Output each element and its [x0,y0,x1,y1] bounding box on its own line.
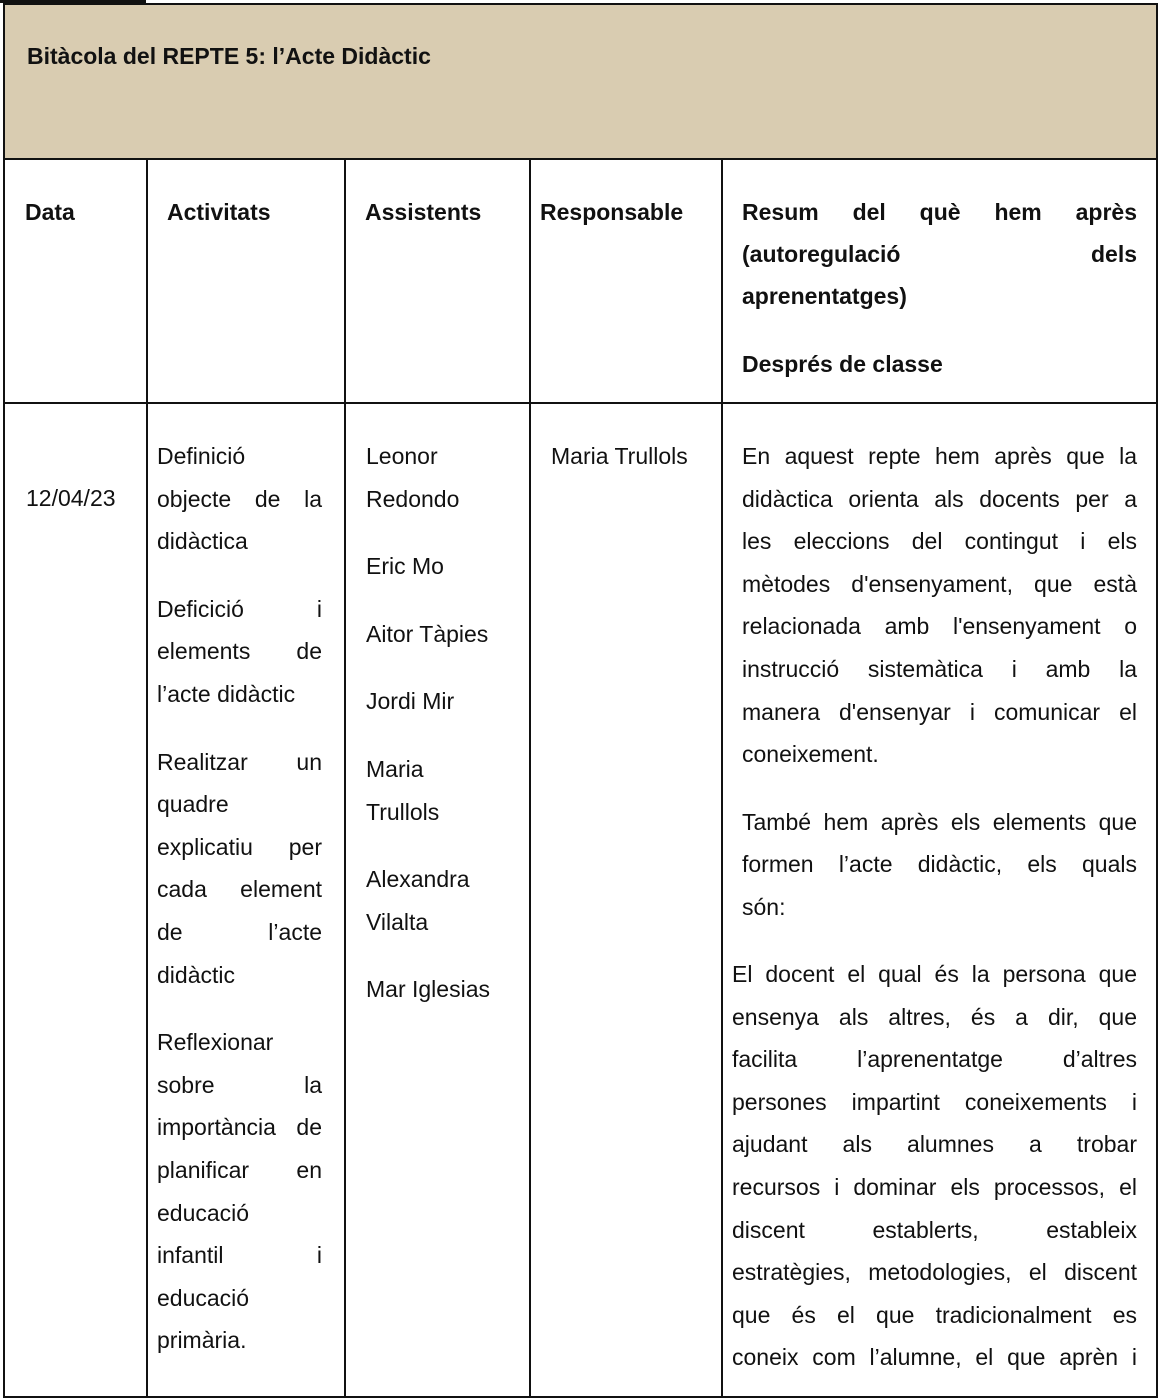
activity-line: Definició [157,443,246,469]
cell-responsible: Maria Trullols [551,443,688,469]
activity-line: Deficició i [157,595,322,622]
activity-line: cada element [157,876,322,903]
header-data: Data [25,199,75,225]
cell-summary [742,435,1137,954]
assistant-name: Aitor Tàpies [366,620,489,647]
activity-line: quadre [157,791,229,818]
cell-activities [157,435,322,1387]
activity-line: de l’acte [157,918,322,945]
column-divider [721,158,723,1396]
assistant-name: Jordi Mir [366,688,455,715]
activity-item [157,588,322,716]
activity-line: didàctica [157,528,248,555]
activity-line: objecte de la [157,485,322,512]
header-responsable: Responsable [540,199,684,225]
summary-paragraph: També hem après els elements que formen l’acte didàctic, els quals són: [742,808,1137,920]
summary-paragraph: En aquest repte hem après que la didàctica orienta als docents per a les eleccions del contingut i els mètodes d'ensenyament, que està relacionada amb l'ensenyament o instrucció sistemàtica i amb la manera d'ensenyar i comunicar el coneixement. [742,443,1137,768]
activity-line: educació [157,1284,250,1311]
cell-summary-continued [732,953,1137,1379]
activity-line: educació [157,1199,250,1226]
activity-line: Realitzar un [157,748,322,775]
document-title: Bitàcola del REPTE 5: l’Acte Didàctic [27,43,431,69]
activity-line: planificar en [157,1156,322,1183]
log-table [3,158,1158,1398]
activity-item [157,741,322,997]
header-resum-line: Resum del què hem après [742,199,1137,225]
activity-line: explicatiu per [157,833,322,860]
activity-line: importància de [157,1114,322,1141]
activity-line: primària. [157,1327,247,1354]
activity-line: l’acte didàctic [157,680,296,707]
assistant-name: Mar Iglesias [366,976,490,1003]
activity-line: elements de [157,638,322,665]
activity-item [157,1021,322,1362]
header-resum-line: (autoregulació dels [742,241,1137,267]
activity-line: didàctic [157,961,235,988]
column-divider [344,158,346,1396]
column-divider [146,158,148,1396]
assistant-name: Leonor Redondo [366,443,460,512]
title-band [3,3,1158,160]
assistant-name: Eric Mo [366,553,444,580]
header-resum-line: aprenentatges) [742,283,907,309]
header-assistents: Assistents [365,199,482,225]
activity-item [157,435,322,563]
summary-paragraph: El docent el qual és la persona que ensenya als altres, és a dir, que facilita l’aprenentatge d’altres persones impartint coneixements i ajudant als alumnes a trobar recursos i dominar els processos, el discent establerts, estableix estratègies, metodologies, el discent que és el que tradicionalment es coneix com l’alumne, el que aprèn i [732,961,1137,1371]
activity-line: infantil i [157,1242,322,1269]
activity-line: Reflexionar [157,1029,274,1056]
header-divider [5,402,1156,404]
cell-assistants [366,435,526,1036]
header-despres: Després de classe [742,351,943,377]
header-resum [742,191,1137,385]
assistant-name: Alexandra Vilalta [366,866,470,935]
assistant-name: Maria Trullols [366,755,440,825]
cell-date: 12/04/23 [26,485,116,511]
header-activitats: Activitats [167,199,271,225]
activity-line: sobre la [157,1071,322,1098]
column-divider [529,158,531,1396]
